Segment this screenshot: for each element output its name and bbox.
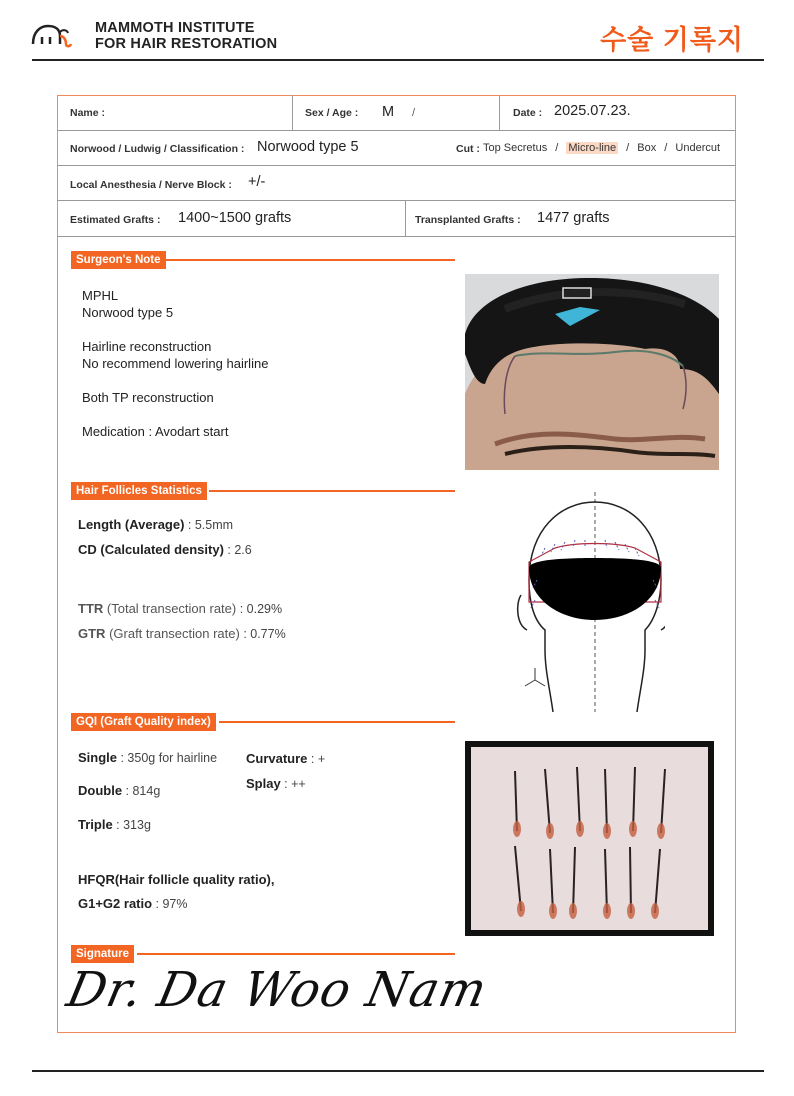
row-divider	[57, 165, 736, 166]
name-label: Name :	[70, 107, 106, 119]
hair-follicles-statistics-heading: Hair Follicles Statistics	[71, 482, 207, 500]
section-rule	[209, 490, 455, 492]
cd-stat: CD (Calculated density) : 2.6	[78, 542, 252, 557]
footer-divider	[32, 1070, 764, 1072]
patient-photo	[465, 274, 719, 470]
cell-divider	[405, 200, 406, 236]
cut-separator: /	[664, 142, 668, 154]
sex-field[interactable]: M	[382, 104, 395, 120]
document-title: 수술 기록지	[600, 25, 744, 55]
mammoth-logo-icon	[30, 20, 74, 50]
estimated-grafts-field[interactable]: 1400~1500 grafts	[178, 210, 292, 226]
triple-stat: Triple : 313g	[78, 817, 151, 832]
estimated-grafts-label: Estimated Grafts :	[70, 214, 161, 226]
ttr-stat: TTR (Total transection rate) : 0.29%	[78, 601, 283, 616]
surgeons-note-text: MPHL Norwood type 5 Hairline reconstruction No recommend lowering hairline Both TP reconstruction Medication : Avodart start	[82, 288, 269, 439]
cut-option-top-secretus[interactable]: Top Secretus	[483, 142, 548, 154]
section-rule	[219, 721, 455, 723]
section-rule	[137, 953, 455, 955]
doctor-signature: Dr. Da Woo Nam	[62, 962, 493, 1018]
section-rule	[165, 259, 455, 261]
cut-label: Cut :	[456, 143, 480, 155]
cut-options	[483, 142, 720, 154]
row-divider	[57, 236, 736, 237]
signature-heading: Signature	[71, 945, 134, 963]
scalp-diagram	[515, 490, 665, 712]
cut-option-box[interactable]: Box	[637, 142, 657, 154]
classification-label: Norwood / Ludwig / Classification :	[70, 143, 245, 155]
cell-divider	[292, 95, 293, 130]
gtr-stat: GTR (Graft transection rate) : 0.77%	[78, 626, 286, 641]
classification-field[interactable]: Norwood type 5	[257, 139, 359, 155]
date-field[interactable]: 2025.07.23.	[554, 103, 631, 119]
transplanted-grafts-field[interactable]: 1477 grafts	[537, 210, 610, 226]
cut-separator: /	[555, 142, 559, 154]
row-divider	[57, 200, 736, 201]
double-stat: Double : 814g	[78, 783, 161, 798]
date-label: Date :	[513, 107, 543, 119]
surgeons-note-heading: Surgeon's Note	[71, 251, 166, 269]
g1g2-stat: G1+G2 ratio : 97%	[78, 896, 188, 911]
cut-option-undercut[interactable]: Undercut	[675, 142, 721, 154]
org-name: MAMMOTH INSTITUTE FOR HAIR RESTORATION	[95, 20, 278, 52]
cut-option-micro-line[interactable]: Micro-line	[568, 142, 617, 154]
curvature-stat: Curvature : +	[246, 751, 326, 766]
row-divider	[57, 130, 736, 131]
length-stat: Length (Average) : 5.5mm	[78, 517, 234, 532]
cell-divider	[499, 95, 500, 130]
splay-stat: Splay : ++	[246, 776, 306, 791]
anesthesia-field[interactable]: +/-	[248, 174, 266, 190]
single-stat: Single : 350g for hairline	[78, 750, 218, 765]
gqi-heading: GQI (Graft Quality index)	[71, 713, 216, 731]
header-divider	[32, 59, 764, 61]
sex-age-label: Sex / Age :	[305, 107, 359, 119]
sex-age-separator: /	[412, 107, 416, 119]
grafts-photo	[465, 741, 714, 936]
hfqr-line: HFQR(Hair follicle quality ratio),	[78, 872, 275, 887]
anesthesia-label: Local Anesthesia / Nerve Block :	[70, 179, 232, 191]
cut-separator: /	[626, 142, 630, 154]
transplanted-grafts-label: Transplanted Grafts :	[415, 214, 521, 226]
